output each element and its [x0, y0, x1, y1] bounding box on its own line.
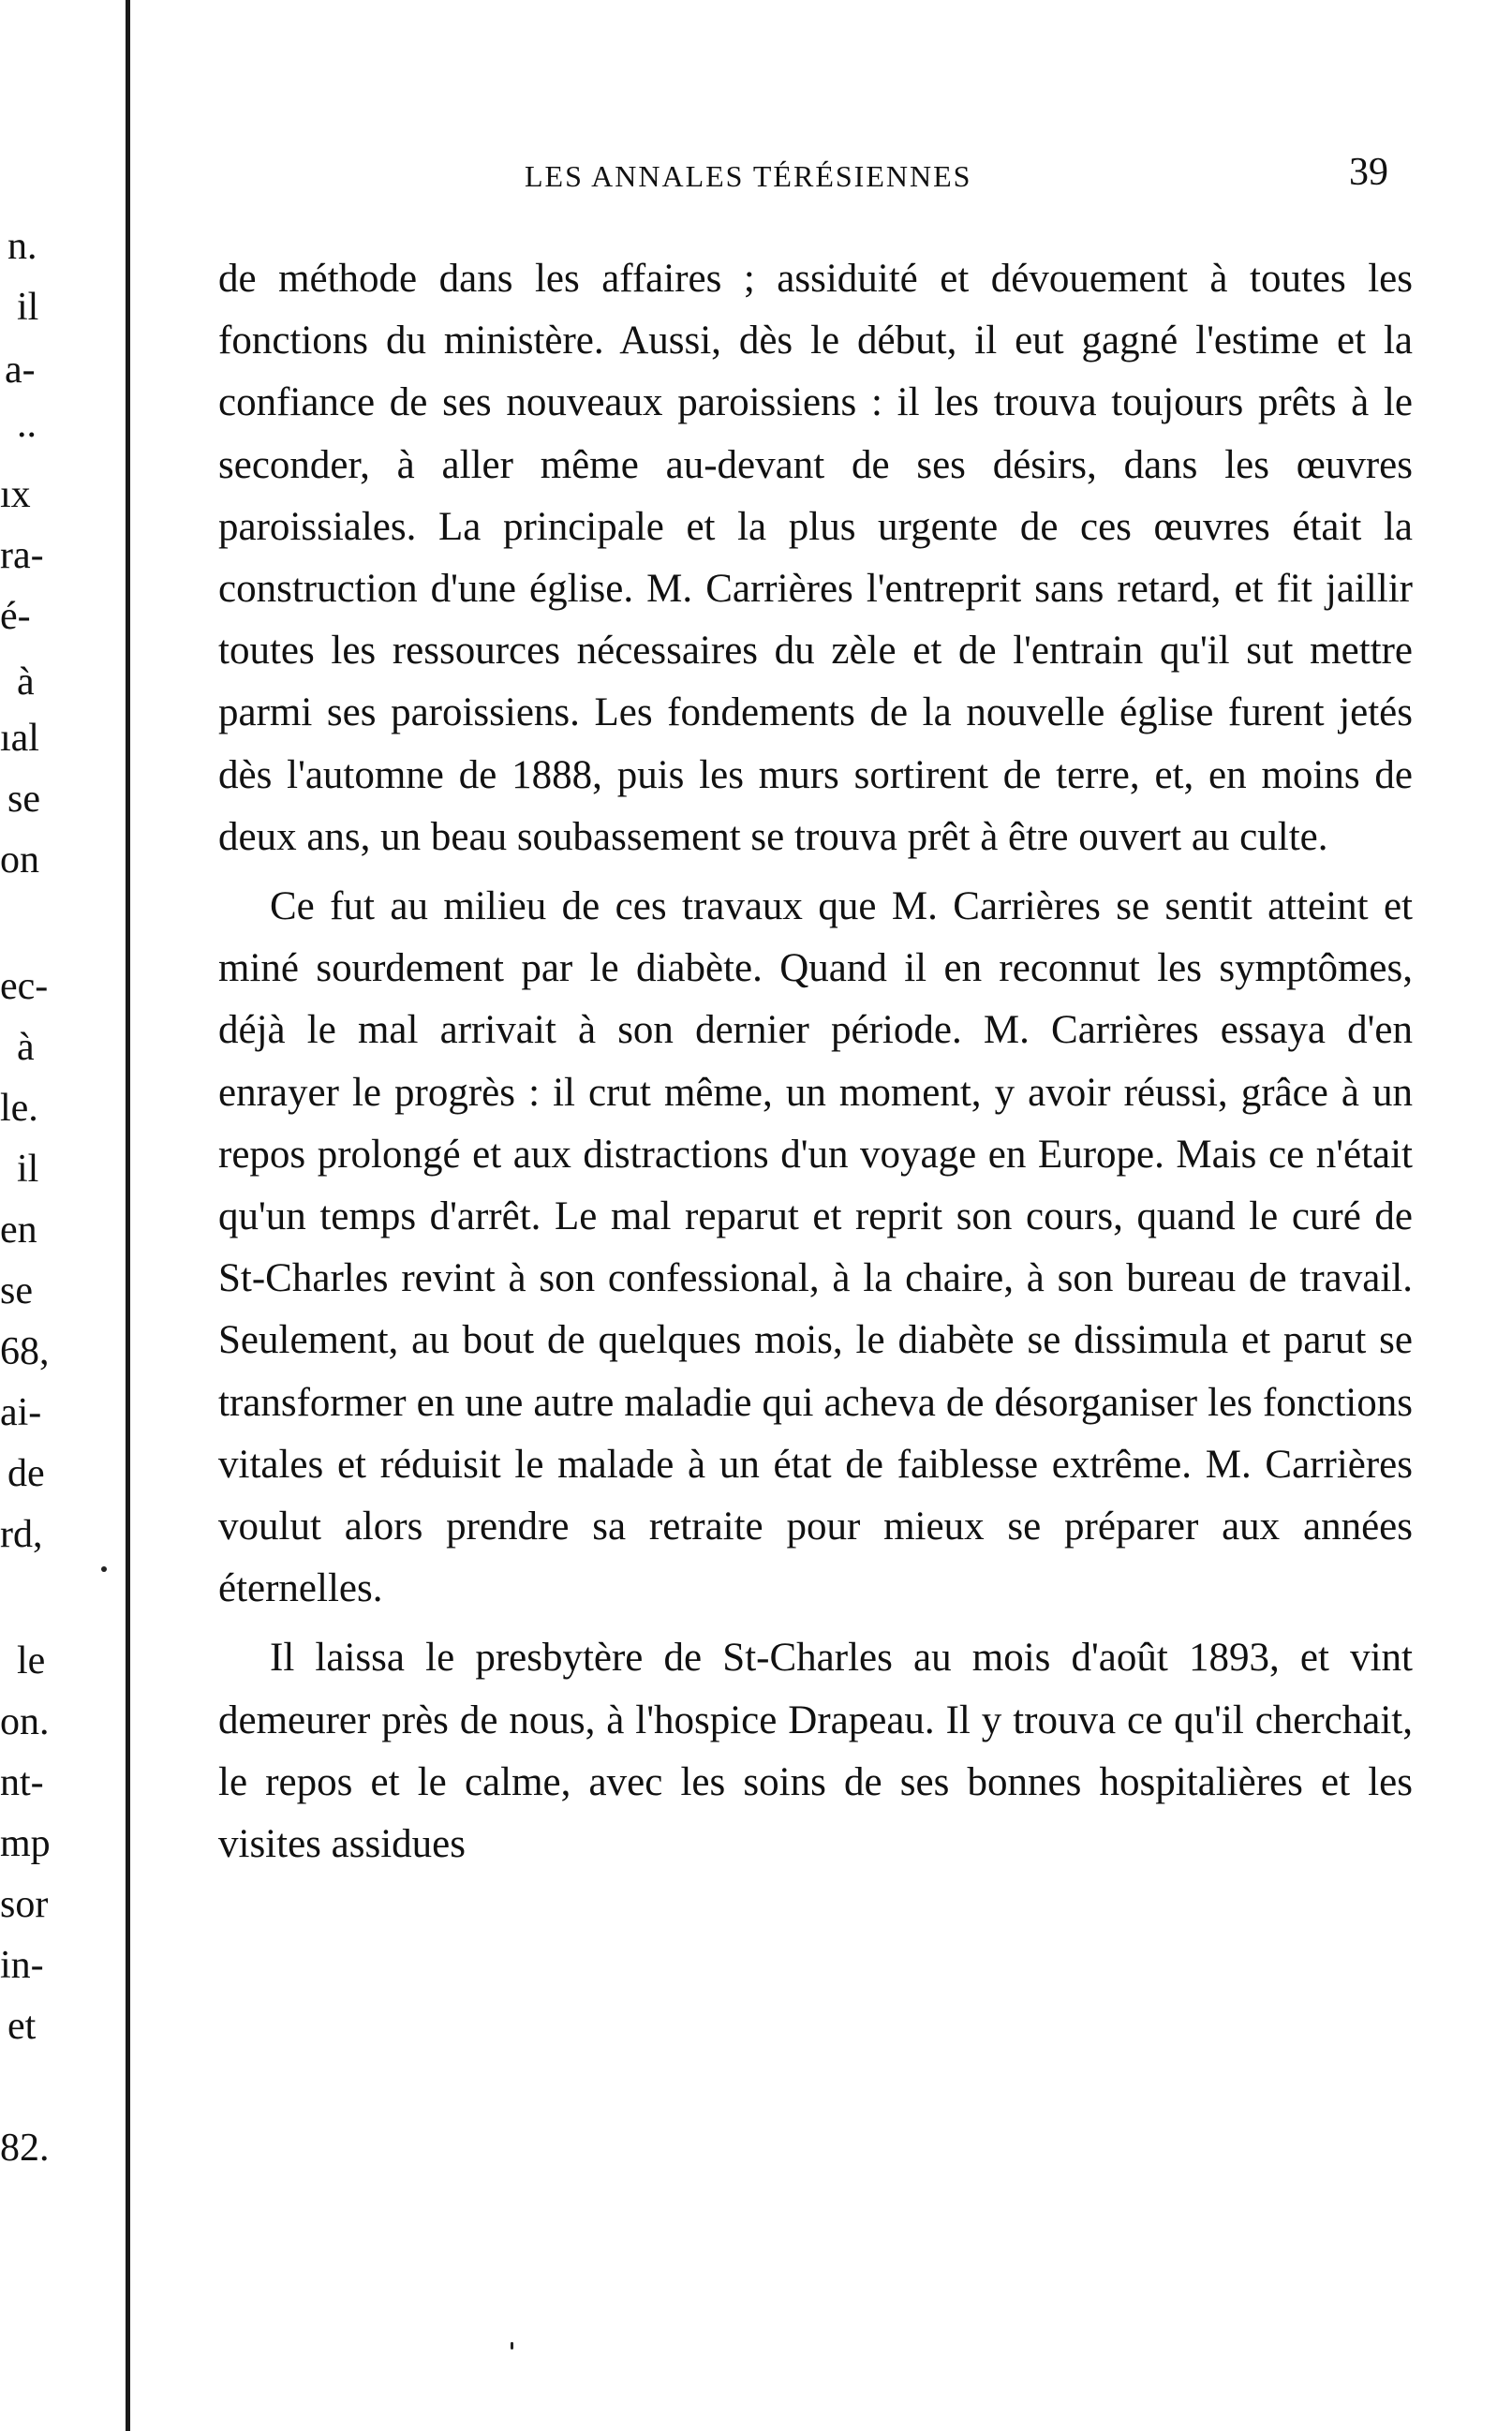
margin-fragment: ..	[17, 403, 37, 446]
margin-fragment: en	[0, 1208, 37, 1252]
margin-fragment: se	[7, 778, 40, 821]
margin-fragment: on.	[0, 1700, 50, 1743]
speck-mark	[511, 2342, 513, 2349]
margin-fragment: se	[0, 1269, 33, 1312]
speck-mark	[101, 1566, 107, 1572]
facing-page-margin	[0, 0, 112, 2431]
margin-fragment: le	[17, 1639, 46, 1682]
margin-fragment: rd,	[0, 1513, 43, 1556]
margin-fragment: ıx	[0, 473, 31, 516]
margin-fragment: 82.	[0, 2127, 50, 2170]
margin-fragment: ec-	[0, 965, 49, 1008]
running-head: LES ANNALES TÉRÉSIENNES	[525, 159, 972, 193]
margin-fragment: nt-	[0, 1761, 44, 1804]
margin-fragment: ai-	[0, 1391, 42, 1434]
margin-fragment: de	[7, 1452, 45, 1495]
margin-fragment: il	[17, 286, 39, 329]
margin-fragment: ıal	[0, 717, 39, 760]
margin-fragment: mp	[0, 1822, 51, 1865]
margin-fragment: à	[17, 660, 35, 704]
margin-fragment: à	[17, 1026, 35, 1069]
margin-fragment: il	[17, 1148, 39, 1191]
page-gutter-line	[126, 0, 130, 2431]
margin-fragment: sor	[0, 1883, 49, 1926]
paragraph: Ce fut au milieu de ces travaux que M. Carrières se sentit atteint et miné sourdement par le diabète. Quand il en reconnut les symptômes, déjà le mal arrivait à son dernier période. M. Carrières essaya d'en enrayer le progrès : il crut même, un moment, y avoir réussi, grâce à un repos prolongé et aux distractions d'un voyage en Europe. Mais ce n'était qu'un temps d'arrêt. Le mal reparut et reprit son cours, quand le curé de St-Charles revint à son confessional, à la chaire, à son bureau de travail. Seulement, au bout de quelques mois, le diabète se dissimula et parut se transformer en une autre maladie qui acheva de désorganiser les fonctions vitales et réduisit le malade à un état de faiblesse extrême. M. Carrières voulut alors prendre sa retraite pour mieux se préparer aux années éternelles.	[218, 884, 1413, 1611]
margin-fragment: n.	[7, 225, 37, 268]
margin-fragment: le.	[0, 1087, 38, 1130]
paragraph: de méthode dans les affaires ; assiduité et dévouement à toutes les fonctions du ministère. Aussi, dès le début, il eut gagné l'estime et la confiance de ses nouveaux paroissiens : il les trouva toujours prêts à le seconder, à aller même au-devant de ses désirs, dans les œuvres paroissiales. La principale et la plus urgente de ces œuvres était la construction d'une église. M. Carrières l'entreprit sans retard, et fit jaillir toutes les ressources nécessaires du zèle et de l'entrain qu'il sut mettre parmi ses paroissiens. Les fondements de la nouvelle église furent jetés dès l'automne de 1888, puis les murs sortirent de terre, et, en moins de deux ans, un beau soubassement se trouva prêt à être ouvert au culte.	[218, 257, 1413, 859]
margin-fragment: a-	[5, 348, 36, 392]
margin-fragment: et	[7, 2005, 37, 2048]
margin-fragment: ra-	[0, 534, 44, 577]
margin-fragment: 68,	[0, 1330, 50, 1373]
paragraph: Il laissa le presbytère de St-Charles au mois d'août 1893, et vint demeurer près de nous, à l'hospice Drapeau. Il y trouva ce qu'il cherchait, le repos et le calme, avec les soins de ses bonnes hospitalières et les visites assidues	[218, 1636, 1413, 1867]
margin-fragment: in-	[0, 1944, 44, 1987]
page-number: 39	[1349, 151, 1388, 194]
margin-fragment: on	[0, 838, 39, 882]
page-body	[218, 248, 1413, 1875]
margin-fragment: é-	[0, 595, 31, 638]
